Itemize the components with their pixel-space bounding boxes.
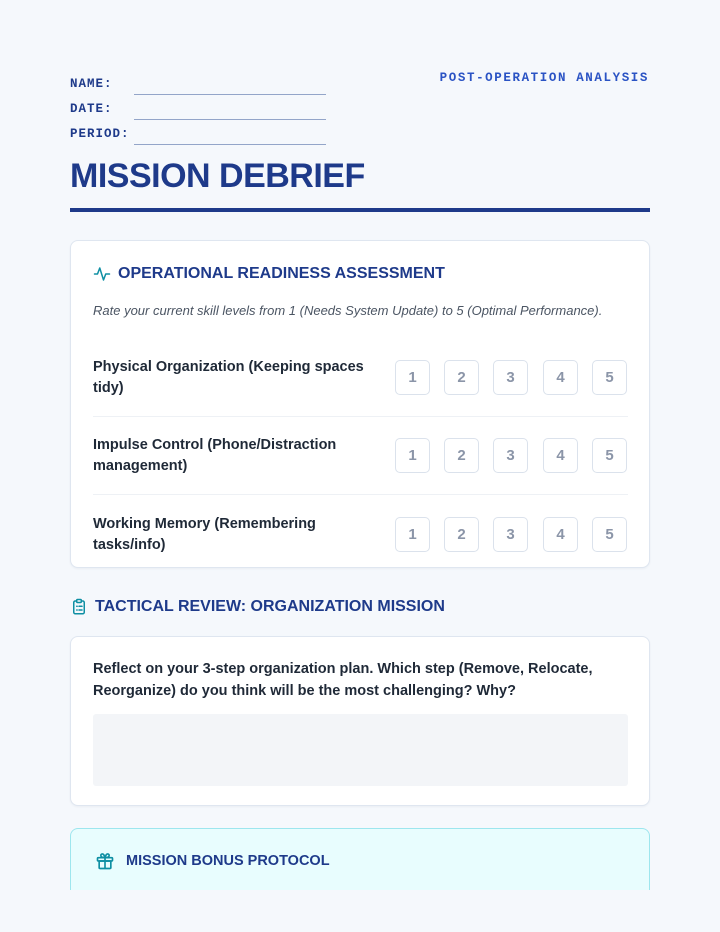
rating-option-5[interactable]: 5 — [592, 517, 627, 552]
rating-row-working-memory — [93, 496, 628, 574]
rating-option-2[interactable]: 2 — [444, 438, 479, 473]
activity-pulse-icon — [93, 265, 111, 283]
rating-option-1[interactable]: 1 — [395, 360, 430, 395]
period-line[interactable] — [134, 127, 326, 145]
rating-row-impulse-control — [93, 417, 628, 495]
readiness-heading: OPERATIONAL READINESS ASSESSMENT — [118, 265, 445, 282]
gift-icon — [95, 851, 115, 871]
reflection-question: Reflect on your 3-step organization plan. Which step (Remove, Relocate, Reorganize) do you think will be the most challenging? Why? — [93, 661, 593, 699]
reflection-card — [70, 636, 650, 806]
name-line[interactable] — [134, 77, 326, 95]
tactical-review-heading: TACTICAL REVIEW: ORGANIZATION MISSION — [95, 598, 445, 615]
bonus-header — [95, 851, 330, 871]
title-divider — [70, 208, 650, 212]
rating-label: Physical Organization (Keeping spaces tidy) — [93, 358, 364, 396]
date-label: DATE: — [70, 102, 113, 116]
rating-option-3[interactable]: 3 — [493, 438, 528, 473]
rating-label: Impulse Control (Phone/Distraction management) — [93, 436, 337, 474]
tactical-review-header — [70, 598, 445, 616]
document-tag: POST-OPERATION ANALYSIS — [439, 71, 649, 85]
date-field-row — [70, 95, 326, 120]
period-field-row — [70, 120, 326, 145]
bonus-heading: MISSION BONUS PROTOCOL — [126, 853, 330, 869]
rating-option-5[interactable]: 5 — [592, 360, 627, 395]
student-info-fields — [70, 70, 326, 145]
clipboard-list-icon — [70, 598, 88, 616]
rating-option-5[interactable]: 5 — [592, 438, 627, 473]
rating-row-physical-organization — [93, 339, 628, 417]
rating-option-3[interactable]: 3 — [493, 517, 528, 552]
name-label: NAME: — [70, 77, 113, 91]
rating-label: Working Memory (Remembering tasks/info) — [93, 515, 316, 553]
period-label: PERIOD: — [70, 127, 130, 141]
rating-option-3[interactable]: 3 — [493, 360, 528, 395]
rating-option-4[interactable]: 4 — [543, 517, 578, 552]
rating-option-2[interactable]: 2 — [444, 360, 479, 395]
rating-option-1[interactable]: 1 — [395, 517, 430, 552]
reflection-answer-area[interactable] — [93, 714, 628, 786]
readiness-card — [70, 240, 650, 568]
page-title: MISSION DEBRIEF — [70, 157, 365, 195]
date-line[interactable] — [134, 102, 326, 120]
readiness-instructions: Rate your current skill levels from 1 (Needs System Update) to 5 (Optimal Performance). — [93, 303, 603, 318]
rating-option-4[interactable]: 4 — [543, 360, 578, 395]
page-bottom-margin — [0, 890, 720, 932]
readiness-header — [93, 265, 445, 283]
rating-option-2[interactable]: 2 — [444, 517, 479, 552]
name-field-row — [70, 70, 326, 95]
rating-option-4[interactable]: 4 — [543, 438, 578, 473]
rating-option-1[interactable]: 1 — [395, 438, 430, 473]
